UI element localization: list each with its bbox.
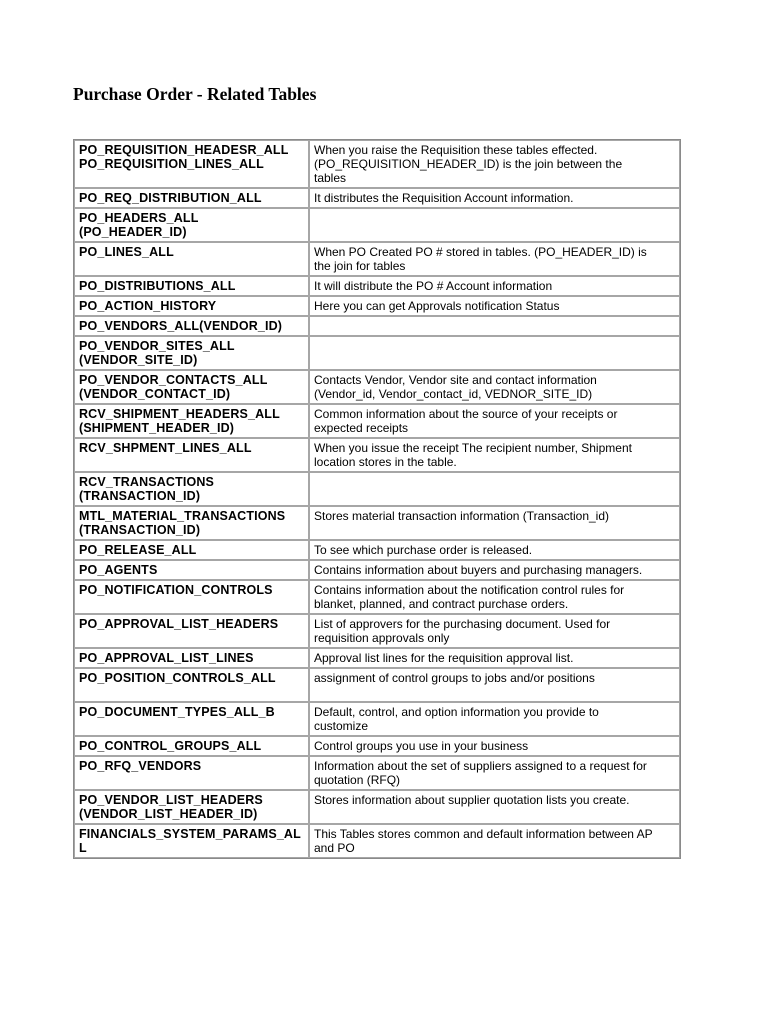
table-description-cell — [309, 208, 680, 242]
table-description-cell: Information about the set of suppliers assigned to a request for quotation (RFQ) — [309, 756, 680, 790]
table-name-cell: PO_APPROVAL_LIST_LINES — [74, 648, 309, 668]
related-tables-table — [73, 139, 681, 859]
table-name-cell: PO_RFQ_VENDORS — [74, 756, 309, 790]
table-row — [74, 648, 680, 668]
table-row — [74, 668, 680, 702]
table-description-cell: It distributes the Requisition Account information. — [309, 188, 680, 208]
table-row — [74, 336, 680, 370]
table-row — [74, 736, 680, 756]
table-name-cell: PO_DOCUMENT_TYPES_ALL_B — [74, 702, 309, 736]
table-row — [74, 370, 680, 404]
table-description-cell: It will distribute the PO # Account information — [309, 276, 680, 296]
table-description-cell: Default, control, and option information you provide to customize — [309, 702, 680, 736]
table-row — [74, 560, 680, 580]
table-description-cell: When you issue the receipt The recipient number, Shipment location stores in the table. — [309, 438, 680, 472]
table-description-cell: Stores information about supplier quotation lists you create. — [309, 790, 680, 824]
table-name-cell: PO_LINES_ALL — [74, 242, 309, 276]
table-name-cell: PO_POSITION_CONTROLS_ALL — [74, 668, 309, 702]
table-body — [74, 140, 680, 858]
table-row — [74, 208, 680, 242]
table-description-cell — [309, 336, 680, 370]
table-row — [74, 790, 680, 824]
table-description-cell — [309, 472, 680, 506]
table-row — [74, 276, 680, 296]
table-description-cell: assignment of control groups to jobs and/or positions — [309, 668, 680, 702]
table-row — [74, 702, 680, 736]
table-description-cell — [309, 316, 680, 336]
table-name-cell: PO_VENDORS_ALL(VENDOR_ID) — [74, 316, 309, 336]
table-row — [74, 540, 680, 560]
table-row — [74, 506, 680, 540]
table-name-cell: PO_VENDOR_LIST_HEADERS (VENDOR_LIST_HEADER_ID) — [74, 790, 309, 824]
table-row — [74, 472, 680, 506]
table-row — [74, 404, 680, 438]
table-description-cell: List of approvers for the purchasing document. Used for requisition approvals only — [309, 614, 680, 648]
table-row — [74, 316, 680, 336]
table-description-cell: Stores material transaction information (Transaction_id) — [309, 506, 680, 540]
table-description-cell: Here you can get Approvals notification Status — [309, 296, 680, 316]
table-name-cell: PO_AGENTS — [74, 560, 309, 580]
table-description-cell: When you raise the Requisition these tables effected. (PO_REQUISITION_HEADER_ID) is the join between the tables — [309, 140, 680, 188]
table-name-cell: PO_NOTIFICATION_CONTROLS — [74, 580, 309, 614]
table-row — [74, 580, 680, 614]
table-name-cell: PO_REQ_DISTRIBUTION_ALL — [74, 188, 309, 208]
table-name-cell: RCV_TRANSACTIONS (TRANSACTION_ID) — [74, 472, 309, 506]
table-name-cell: PO_RELEASE_ALL — [74, 540, 309, 560]
table-row — [74, 756, 680, 790]
table-description-cell: To see which purchase order is released. — [309, 540, 680, 560]
table-name-cell: PO_VENDOR_SITES_ALL (VENDOR_SITE_ID) — [74, 336, 309, 370]
table-row — [74, 242, 680, 276]
table-name-cell: PO_HEADERS_ALL (PO_HEADER_ID) — [74, 208, 309, 242]
table-description-cell: Common information about the source of your receipts or expected receipts — [309, 404, 680, 438]
table-description-cell: Contacts Vendor, Vendor site and contact information (Vendor_id, Vendor_contact_id, VEDNOR_SITE_ID) — [309, 370, 680, 404]
page-title: Purchase Order - Related Tables — [73, 84, 317, 104]
table-description-cell: When PO Created PO # stored in tables. (PO_HEADER_ID) is the join for tables — [309, 242, 680, 276]
table-name-cell: PO_DISTRIBUTIONS_ALL — [74, 276, 309, 296]
table-name-cell: PO_ACTION_HISTORY — [74, 296, 309, 316]
table-row — [74, 824, 680, 858]
table-row — [74, 296, 680, 316]
table-description-cell: Control groups you use in your business — [309, 736, 680, 756]
table-name-cell: PO_CONTROL_GROUPS_ALL — [74, 736, 309, 756]
table-description-cell: Contains information about buyers and purchasing managers. — [309, 560, 680, 580]
table-row — [74, 614, 680, 648]
table-name-cell: MTL_MATERIAL_TRANSACTIONS (TRANSACTION_ID) — [74, 506, 309, 540]
table-name-cell: RCV_SHIPMENT_HEADERS_ALL (SHIPMENT_HEADER_ID) — [74, 404, 309, 438]
table-name-cell: PO_VENDOR_CONTACTS_ALL (VENDOR_CONTACT_ID) — [74, 370, 309, 404]
table-name-cell: RCV_SHPMENT_LINES_ALL — [74, 438, 309, 472]
table-name-cell: FINANCIALS_SYSTEM_PARAMS_AL L — [74, 824, 309, 858]
table-row — [74, 188, 680, 208]
table-description-cell: Approval list lines for the requisition approval list. — [309, 648, 680, 668]
table-description-cell: This Tables stores common and default information between AP and PO — [309, 824, 680, 858]
table-description-cell: Contains information about the notification control rules for blanket, planned, and contract purchase orders. — [309, 580, 680, 614]
table-name-cell: PO_APPROVAL_LIST_HEADERS — [74, 614, 309, 648]
table-row — [74, 140, 680, 188]
table-row — [74, 438, 680, 472]
table-name-cell: PO_REQUISITION_HEADESR_ALL PO_REQUISITION_LINES_ALL — [74, 140, 309, 188]
